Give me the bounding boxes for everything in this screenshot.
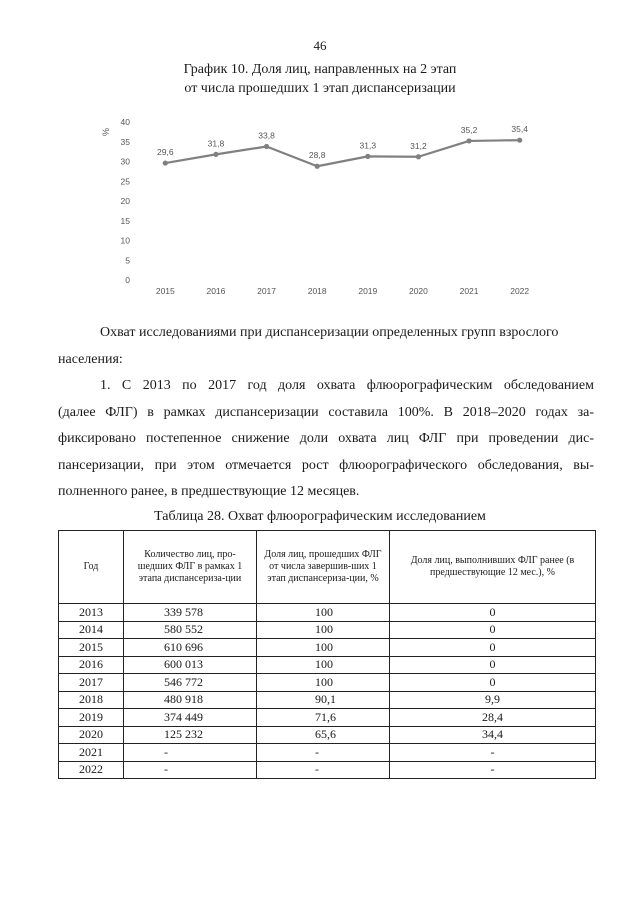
data-label: 35,2: [460, 124, 478, 135]
y-tick-label: 15: [120, 215, 130, 226]
cell-share-completed: 90,1: [257, 691, 390, 709]
header-year: Год: [59, 531, 124, 604]
cell-share-earlier: 9,9: [390, 691, 596, 709]
x-tick-label: 2020: [408, 286, 428, 296]
paragraph-line: населения:: [58, 351, 123, 367]
table-row: [59, 726, 596, 744]
y-tick-label: 25: [120, 176, 130, 187]
data-point: [517, 138, 522, 143]
cell-share-earlier: -: [390, 761, 596, 779]
data-label: 33,8: [258, 130, 275, 141]
cell-year: 2019: [59, 709, 124, 727]
cell-count: -: [124, 761, 257, 779]
cell-count: 125 232: [124, 726, 257, 744]
y-tick-label: 10: [120, 235, 130, 246]
cell-share-completed: 100: [257, 604, 390, 622]
cell-year: 2021: [59, 744, 124, 762]
cell-count: 480 918: [124, 691, 257, 709]
data-point: [416, 154, 421, 159]
x-tick-label: 2022: [510, 286, 530, 296]
cell-share-completed: -: [257, 744, 390, 762]
table-row: [59, 691, 596, 709]
cell-count: 339 578: [124, 604, 257, 622]
list-item-1: [58, 373, 594, 506]
chart-title-line-1: График 10. Доля лиц, направленных на 2 этап: [183, 62, 457, 77]
cell-count: 600 013: [124, 656, 257, 674]
y-tick-label: 0: [125, 275, 130, 285]
y-tick-label: 5: [125, 255, 130, 266]
paragraph-line: пансеризации, при этом отмечается рост флюорографического обследования, вы-: [58, 457, 594, 473]
cell-share-earlier: 0: [390, 656, 596, 674]
cell-share-earlier: 0: [390, 639, 596, 657]
data-point: [163, 160, 168, 165]
y-tick-label: 40: [120, 117, 130, 127]
cell-year: 2022: [59, 761, 124, 779]
y-tick-label: 35: [120, 136, 130, 147]
flg-coverage-table: [58, 530, 596, 779]
table-row: [59, 709, 596, 727]
cell-share-completed: -: [257, 761, 390, 779]
cell-share-earlier: -: [390, 744, 596, 762]
data-label: 28,8: [308, 150, 326, 161]
cell-share-completed: 100: [257, 639, 390, 657]
cell-year: 2014: [59, 621, 124, 639]
cell-share-completed: 100: [257, 674, 390, 692]
header-count: Количество лиц, про-шедших ФЛГ в рамках 1 этапа диспансериза-ции: [124, 531, 257, 604]
cell-share-earlier: 0: [390, 604, 596, 622]
cell-share-earlier: 0: [390, 621, 596, 639]
data-label: 29,6: [157, 147, 174, 158]
line-chart: [95, 110, 555, 310]
cell-share-completed: 100: [257, 621, 390, 639]
y-tick-label: 20: [120, 196, 130, 206]
data-label: 31,8: [207, 138, 225, 149]
cell-count: 546 772: [124, 674, 257, 692]
cell-count: 610 696: [124, 639, 257, 657]
intro-paragraph: [58, 320, 594, 373]
data-label: 31,3: [359, 140, 377, 151]
table-row: [59, 656, 596, 674]
cell-year: 2018: [59, 691, 124, 709]
chart-title-line-2: от числа прошедших 1 этап диспансеризации: [184, 81, 456, 96]
x-tick-label: 2015: [155, 286, 175, 296]
table-row: [59, 761, 596, 779]
x-tick-label: 2018: [307, 286, 327, 296]
table-row: [59, 639, 596, 657]
cell-year: 2013: [59, 604, 124, 622]
cell-year: 2017: [59, 674, 124, 692]
cell-share-earlier: 34,4: [390, 726, 596, 744]
cell-year: 2016: [59, 656, 124, 674]
page-number: 46: [313, 38, 327, 53]
header-share-completed: Доля лиц, прошедших ФЛГ от числа завершив-ших 1 этап диспансериза-ции, %: [257, 531, 390, 604]
paragraph-line: полненного ранее, в предшествующие 12 месяцев.: [58, 484, 360, 499]
data-point: [365, 154, 370, 159]
y-tick-label: 30: [120, 156, 130, 167]
chart-title: [0, 60, 640, 98]
table-row: [59, 674, 596, 692]
cell-share-earlier: 0: [390, 674, 596, 692]
paragraph-line: 1. С 2013 по 2017 год доля охвата флюорографическим обследованием: [100, 378, 594, 393]
header-share-earlier: Доля лиц, выполнивших ФЛГ ранее (в предшествующие 12 мес.), %: [390, 531, 596, 604]
table-row: [59, 604, 596, 622]
cell-count: 374 449: [124, 709, 257, 727]
table-title: Таблица 28. Охват флюорографическим исследованием: [154, 509, 486, 524]
cell-share-completed: 100: [257, 656, 390, 674]
x-tick-label: 2019: [358, 286, 378, 296]
table-row: [59, 744, 596, 762]
table-body: [59, 604, 596, 779]
x-tick-label: 2021: [459, 286, 479, 296]
cell-share-completed: 65,6: [257, 726, 390, 744]
data-label: 31,2: [410, 140, 427, 151]
x-tick-label: 2017: [257, 286, 277, 296]
paragraph-line: (далее ФЛГ) в рамках диспансеризации составила 100%. В 2018–2020 годах за-: [58, 404, 594, 420]
data-point: [315, 164, 320, 169]
y-axis-label: %: [101, 127, 111, 137]
table-header-row: [59, 531, 596, 604]
data-point: [466, 138, 471, 143]
cell-count: 580 552: [124, 621, 257, 639]
paragraph-line: фиксировано постепенное снижение доли охвата лиц ФЛГ при проведении дис-: [58, 431, 594, 446]
x-tick-label: 2016: [206, 286, 226, 296]
paragraph-line: Охват исследованиями при диспансеризации определенных групп взрослого: [100, 325, 559, 340]
cell-count: -: [124, 744, 257, 762]
cell-share-completed: 71,6: [257, 709, 390, 727]
cell-year: 2020: [59, 726, 124, 744]
table-row: [59, 621, 596, 639]
data-label: 35,4: [511, 124, 528, 135]
cell-share-earlier: 28,4: [390, 709, 596, 727]
data-point: [264, 144, 269, 149]
cell-year: 2015: [59, 639, 124, 657]
data-point: [213, 152, 218, 157]
